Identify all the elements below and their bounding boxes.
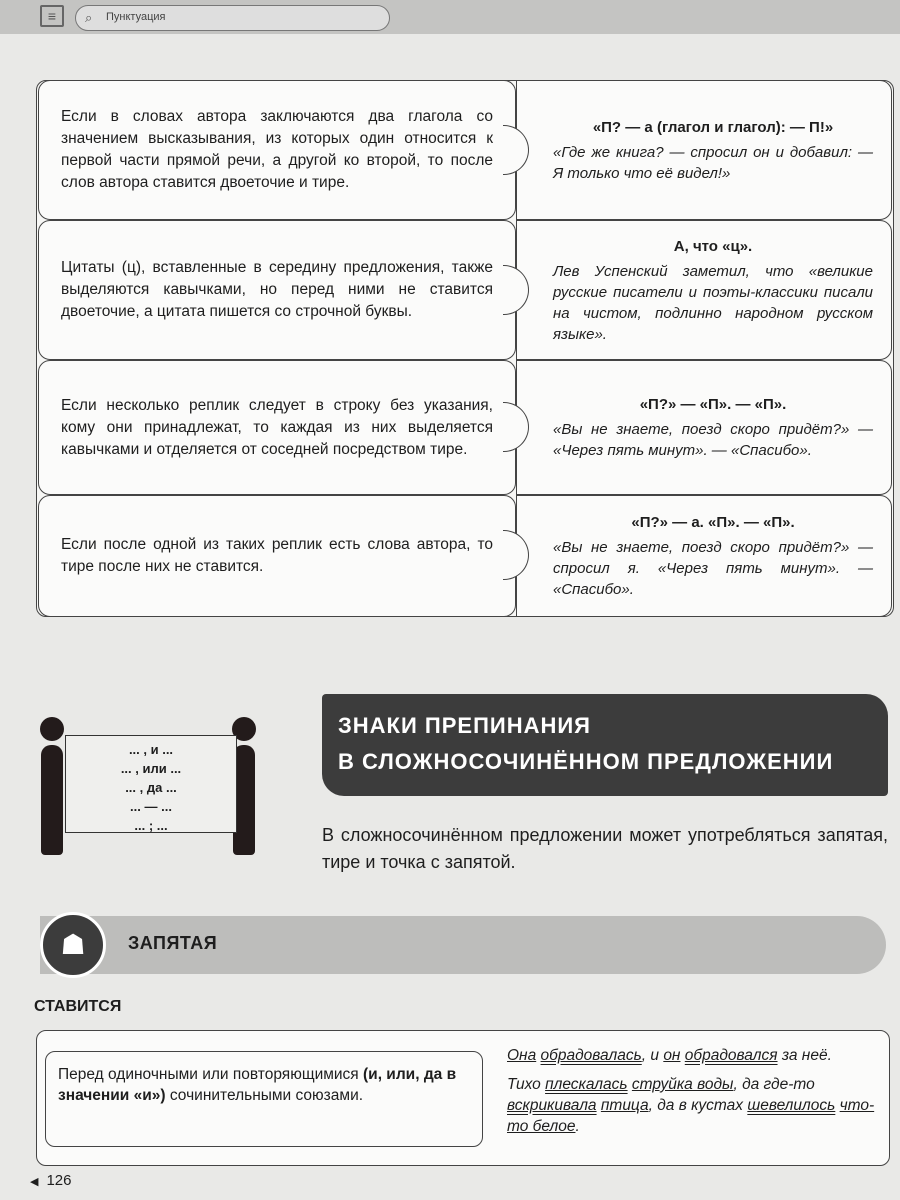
page-number: ◀ 126	[30, 1172, 72, 1189]
section-title: ЗНАКИ ПРЕПИНАНИЯ В СЛОЖНОСОЧИНЁННОМ ПРЕДЛОЖЕНИИ	[322, 694, 888, 796]
rule-example	[516, 360, 892, 495]
search-icon: ⌕	[85, 10, 93, 25]
search-field[interactable]	[75, 5, 390, 31]
rule-text: Если в словах автора заключаются два глагола со значением высказывания, из которых один относится к первой части прямой речи, а другой ко второй, то после слов автора ставится двоеточие и тире.	[38, 80, 516, 220]
rule-example	[516, 220, 892, 360]
subsection-header	[40, 916, 886, 974]
rule-text: Цитаты (ц), вставленные в середину предложения, также выделяются кавычками, но перед ними не ставится двоеточие, а цитата пишется со строчной буквы.	[38, 220, 516, 360]
rule-text: Если после одной из таких реплик есть слова автора, то тире после них не ставится.	[38, 495, 516, 617]
punctuation-board: ... , и ... ... , или ... ... , да ... ... — ... ... ; ...	[65, 735, 237, 833]
rule-text: Если несколько реплик следует в строку без указания, кому они принадлежат, то каждая из них выделяется кавычками и отделяется от соседней посредством тире.	[38, 360, 516, 495]
example-1: Она обрадовалась, и он обрадовался за неё.	[507, 1047, 832, 1064]
search-text: Пунктуация	[106, 11, 166, 23]
example: Лев Успенский заметил, что «великие русские писатели и поэты-классики писали на чистом, подлинно народном русском языке».	[553, 262, 873, 343]
subsection-title: ЗАПЯТАЯ	[128, 933, 218, 953]
comma-rule-examples	[507, 1045, 877, 1145]
triangle-left-icon: ◀	[30, 1176, 39, 1188]
scheme: «П? — а (глагол и глагол): — П!»	[592, 118, 834, 136]
example: «Вы не знаете, поезд скоро придёт?» — «Через пять минут». — «Спасибо».	[553, 421, 873, 459]
reader-icon: ☗	[40, 912, 106, 978]
rule-example	[516, 495, 892, 617]
section-intro: В сложносочинённом предложении может употребляться запятая, тире и точка с запятой.	[322, 825, 888, 872]
rule-example	[516, 80, 892, 220]
book-icon: ≡	[40, 5, 64, 27]
example-2: Тихо плескалась струйка воды, да где-то вскрикивала птица, да в кустах шевелилось что-то белое.	[507, 1076, 875, 1135]
top-bar	[0, 0, 900, 34]
example: «Где же книга? — спросил он и добавил: — Я только что её видел!»	[553, 143, 873, 182]
comma-rule-text: Перед одиночными или повторяющимися (и, или, да в значении «и») сочинительными союзами.	[45, 1051, 483, 1147]
people-holding-board-illustration	[30, 715, 280, 865]
comma-rule-box	[36, 1030, 890, 1166]
example: «Вы не знаете, поезд скоро придёт?» — спросил я. «Через пять минут». — «Спасибо».	[553, 539, 873, 598]
scheme: А, что «ц».	[673, 237, 753, 255]
placed-label: СТАВИТСЯ	[34, 998, 122, 1015]
scheme: «П?» — а. «П». — «П».	[631, 514, 795, 531]
scheme: «П?» — «П». — «П».	[639, 396, 787, 413]
